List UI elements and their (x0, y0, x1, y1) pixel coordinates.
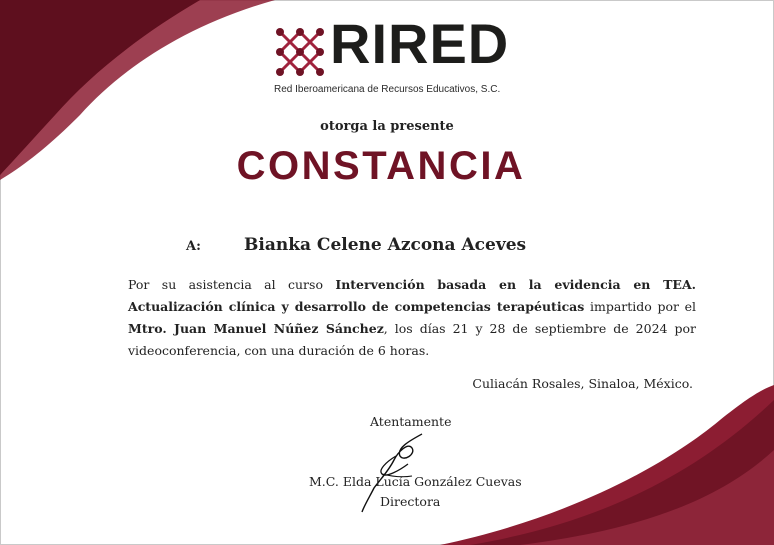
signatory-name: M.C. Elda Lucía González Cuevas (309, 474, 522, 489)
certificate-body (128, 274, 696, 362)
network-molecule-icon (272, 22, 328, 78)
recipient-name: Bianka Celene Azcona Aceves (244, 235, 527, 255)
body-intro: Por su asistencia al curso (128, 277, 336, 292)
signatory-position: Directora (380, 494, 441, 509)
certificate-title: CONSTANCIA (236, 144, 526, 188)
rired-logo (272, 12, 512, 100)
body-details: , los días 21 y 28 de septiembre de 2024 por videoconferencia, con una duración de 6 horas. (128, 321, 696, 358)
intro-text: otorga la presente (320, 119, 454, 134)
recipient-label: A: (186, 239, 201, 254)
closing-text: Atentamente (370, 414, 452, 429)
body-connector: impartido por el (584, 299, 696, 314)
organization-full-name: Red Iberoamericana de Recursos Educativos, S.C. (274, 84, 501, 95)
course-name: Intervención basada en la evidencia en TEA. Actualización clínica y desarrollo de competencias terapéuticas (128, 277, 696, 314)
issue-place: Culiacán Rosales, Sinaloa, México. (472, 376, 693, 391)
instructor-name: Mtro. Juan Manuel Núñez Sánchez (128, 321, 384, 336)
logo-wordmark: RIRED (330, 12, 510, 75)
